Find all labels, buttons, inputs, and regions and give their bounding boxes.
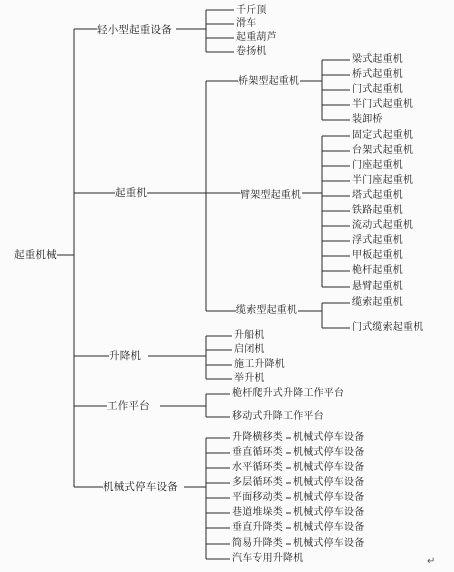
leaf-parking-type: 升降横移类 bbox=[232, 432, 283, 443]
leaf-parking-name: 机械式停车设备 bbox=[293, 522, 365, 533]
leaf-parking-name: 机械式停车设备 bbox=[293, 492, 365, 503]
leaf-lift-item: 施工升降机 bbox=[234, 359, 285, 370]
leaf-parking-type: 垂直升降类 bbox=[232, 522, 283, 533]
leaf-lift-item: 举升机 bbox=[234, 373, 265, 384]
leaf-jib-item: 悬臂起重机 bbox=[352, 281, 403, 292]
node-work-platform: 工作平台 bbox=[107, 400, 150, 412]
leaf-parking-name: 机械式停车设备 bbox=[293, 507, 365, 518]
leaf-jib-item: 浮式起重机 bbox=[352, 235, 403, 246]
leaf-jib-item: 台架式起重机 bbox=[352, 145, 414, 156]
leaf-bridge-item: 桥式起重机 bbox=[352, 69, 403, 80]
node-cable-crane: 缆索型起重机 bbox=[236, 305, 298, 316]
leaf-parking-name: 机械式停车设备 bbox=[293, 432, 365, 443]
leaf-bridge-item: 半门式起重机 bbox=[352, 99, 414, 110]
leaf-bridge-item: 梁式起重机 bbox=[352, 54, 403, 65]
leaf-light-item: 千斤顶 bbox=[236, 5, 267, 16]
node-parking-equipment: 机械式停车设备 bbox=[103, 481, 178, 493]
leaf-platform-item: 移动式升降工作平台 bbox=[232, 411, 324, 422]
leaf-jib-item: 铁路起重机 bbox=[352, 205, 403, 216]
leaf-cable-item: 门式缆索起重机 bbox=[352, 322, 424, 333]
leaf-platform-item: 桅杆爬升式升降工作平台 bbox=[232, 388, 345, 399]
leaf-light-item: 卷扬机 bbox=[236, 46, 267, 57]
leaf-parking-name: 机械式停车设备 bbox=[293, 447, 365, 458]
leaf-jib-item: 固定式起重机 bbox=[352, 130, 414, 141]
leaf-jib-item: 塔式起重机 bbox=[352, 190, 403, 201]
leaf-light-item: 起重葫芦 bbox=[236, 32, 277, 43]
node-bridge-crane: 桥架型起重机 bbox=[238, 76, 300, 87]
leaf-light-item: 滑车 bbox=[236, 18, 257, 29]
leaf-parking-last: 汽车专用升降机 bbox=[232, 553, 304, 564]
leaf-cable-item: 缆索起重机 bbox=[352, 297, 403, 308]
leaf-lift-item: 启闭机 bbox=[234, 344, 265, 355]
leaf-parking-name: 机械式停车设备 bbox=[293, 462, 365, 473]
leaf-bridge-item: 门式起重机 bbox=[352, 84, 403, 95]
leaf-bridge-item: 装卸桥 bbox=[352, 114, 383, 125]
leaf-parking-type: 多层循环类 bbox=[232, 477, 283, 488]
leaf-jib-item: 门座起重机 bbox=[352, 160, 403, 171]
leaf-parking-type: 巷道堆垛类 bbox=[232, 507, 283, 518]
leaf-parking-type: 平面移动类 bbox=[232, 492, 283, 503]
leaf-jib-item: 流动式起重机 bbox=[352, 220, 414, 231]
leaf-parking-name: 机械式停车设备 bbox=[293, 477, 365, 488]
root-node: 起重机械 bbox=[14, 249, 57, 261]
leaf-parking-type: 垂直循环类 bbox=[232, 447, 283, 458]
node-crane: 起重机 bbox=[115, 187, 148, 199]
leaf-lift-item: 升船机 bbox=[234, 330, 265, 341]
leaf-parking-type: 简易升降类 bbox=[232, 538, 283, 549]
leaf-parking-type: 水平循环类 bbox=[232, 462, 283, 473]
leaf-jib-item: 甲板起重机 bbox=[352, 250, 403, 261]
leaf-jib-item: 半门座起重机 bbox=[352, 175, 414, 186]
paragraph-return-mark: ↵ bbox=[427, 556, 436, 567]
node-jib-crane: 臂架型起重机 bbox=[240, 190, 302, 201]
node-lift: 升降机 bbox=[109, 350, 142, 362]
node-light-lifting-equipment: 轻小型起重设备 bbox=[97, 24, 172, 36]
leaf-parking-name: 机械式停车设备 bbox=[293, 538, 365, 549]
leaf-jib-item: 桅杆起重机 bbox=[352, 265, 403, 276]
